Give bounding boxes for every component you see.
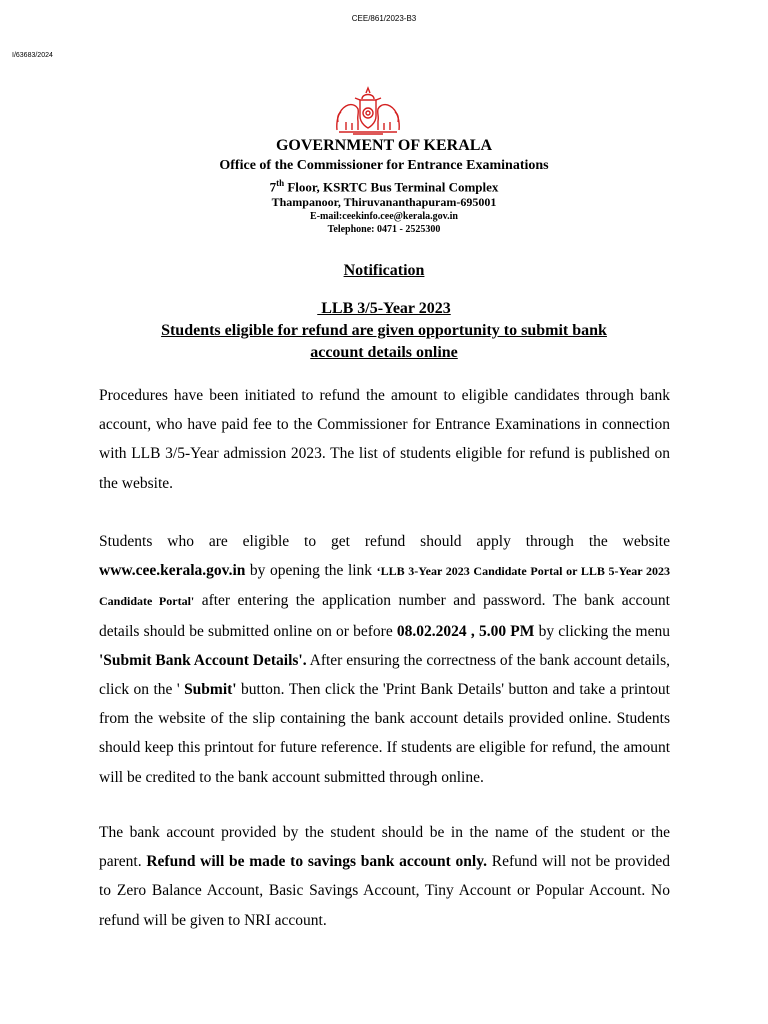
deadline-text: 08.02.2024 , 5.00 PM [396, 622, 535, 640]
para3-text-2: Refund will not be provided to Zero Balance Account, Basic Savings Account, Tiny Account or Popular Account. No refund will be given to NRI account. [99, 853, 670, 929]
submit-label: Submit' [184, 681, 237, 699]
office-phone: Telephone: 0471 - 2525300 [327, 224, 441, 235]
office-name: Office of the Commissioner for Entrance Examinations [219, 158, 549, 173]
floor-number: 7 [269, 179, 277, 195]
notification-heading: Notification [343, 262, 425, 279]
office-floor [0, 178, 768, 195]
para2-text-4: by clicking the menu [534, 622, 670, 640]
kerala-emblem-icon [333, 86, 403, 136]
paragraph-refund-intro: Procedures have been initiated to refund the amount to eligible candidates through bank account, who have paid fee to the Commissioner for Entrance Examinations in connection with LLB 3/5-Year admission 2023. The list of students eligible for refund is published on the website. [99, 387, 670, 492]
file-reference-left: I/63683/2024 [12, 52, 53, 59]
subject-line-3: account details online [310, 344, 458, 361]
file-reference-top: CEE/861/2023-B3 [351, 14, 417, 23]
government-title: GOVERNMENT OF KERALA [275, 137, 492, 154]
paragraph-account-conditions [99, 818, 670, 935]
office-address: Thampanoor, Thiruvananthapuram-695001 [271, 195, 497, 209]
floor-rest: Floor, KSRTC Bus Terminal Complex [284, 179, 499, 195]
subject-line-1: LLB 3/5-Year 2023 [317, 300, 451, 317]
office-email: E-mail:ceekinfo.cee@kerala.gov.in [310, 211, 458, 222]
menu-name: 'Submit Bank Account Details'. [99, 651, 307, 669]
savings-only-note: Refund will be made to savings bank account only. [146, 853, 488, 871]
para2-text-5: After ensuring the correctness of the bank account details, click on the ' [99, 651, 670, 699]
paragraph-apply-instructions [99, 527, 670, 792]
para2-text-2: by opening the link [245, 562, 377, 580]
website-link[interactable]: www.cee.kerala.gov.in [99, 562, 246, 580]
floor-superscript: th [276, 178, 285, 188]
portal-link-name: ‘LLB 3-Year 2023 Candidate Portal or LLB 5-Year 2023 Candidate Portal' [99, 564, 670, 609]
para2-text-1: Students who are eligible to get refund should apply through the website [99, 533, 670, 550]
para2-text-3: after entering the application number and password. The bank account details should be submitted online on or before [99, 592, 670, 640]
para2-text-6: button. Then click the 'Print Bank Details' button and take a printout from the website of the slip containing the bank account details provided online. Students should keep this printout for future reference. If students are eligible for refund, the amount will be credited to the bank account submitted through online. [99, 681, 670, 786]
para3-text-1: The bank account provided by the student should be in the name of the student or the parent. [99, 824, 670, 871]
subject-line-2: Students eligible for refund are given opportunity to submit bank [161, 322, 607, 339]
